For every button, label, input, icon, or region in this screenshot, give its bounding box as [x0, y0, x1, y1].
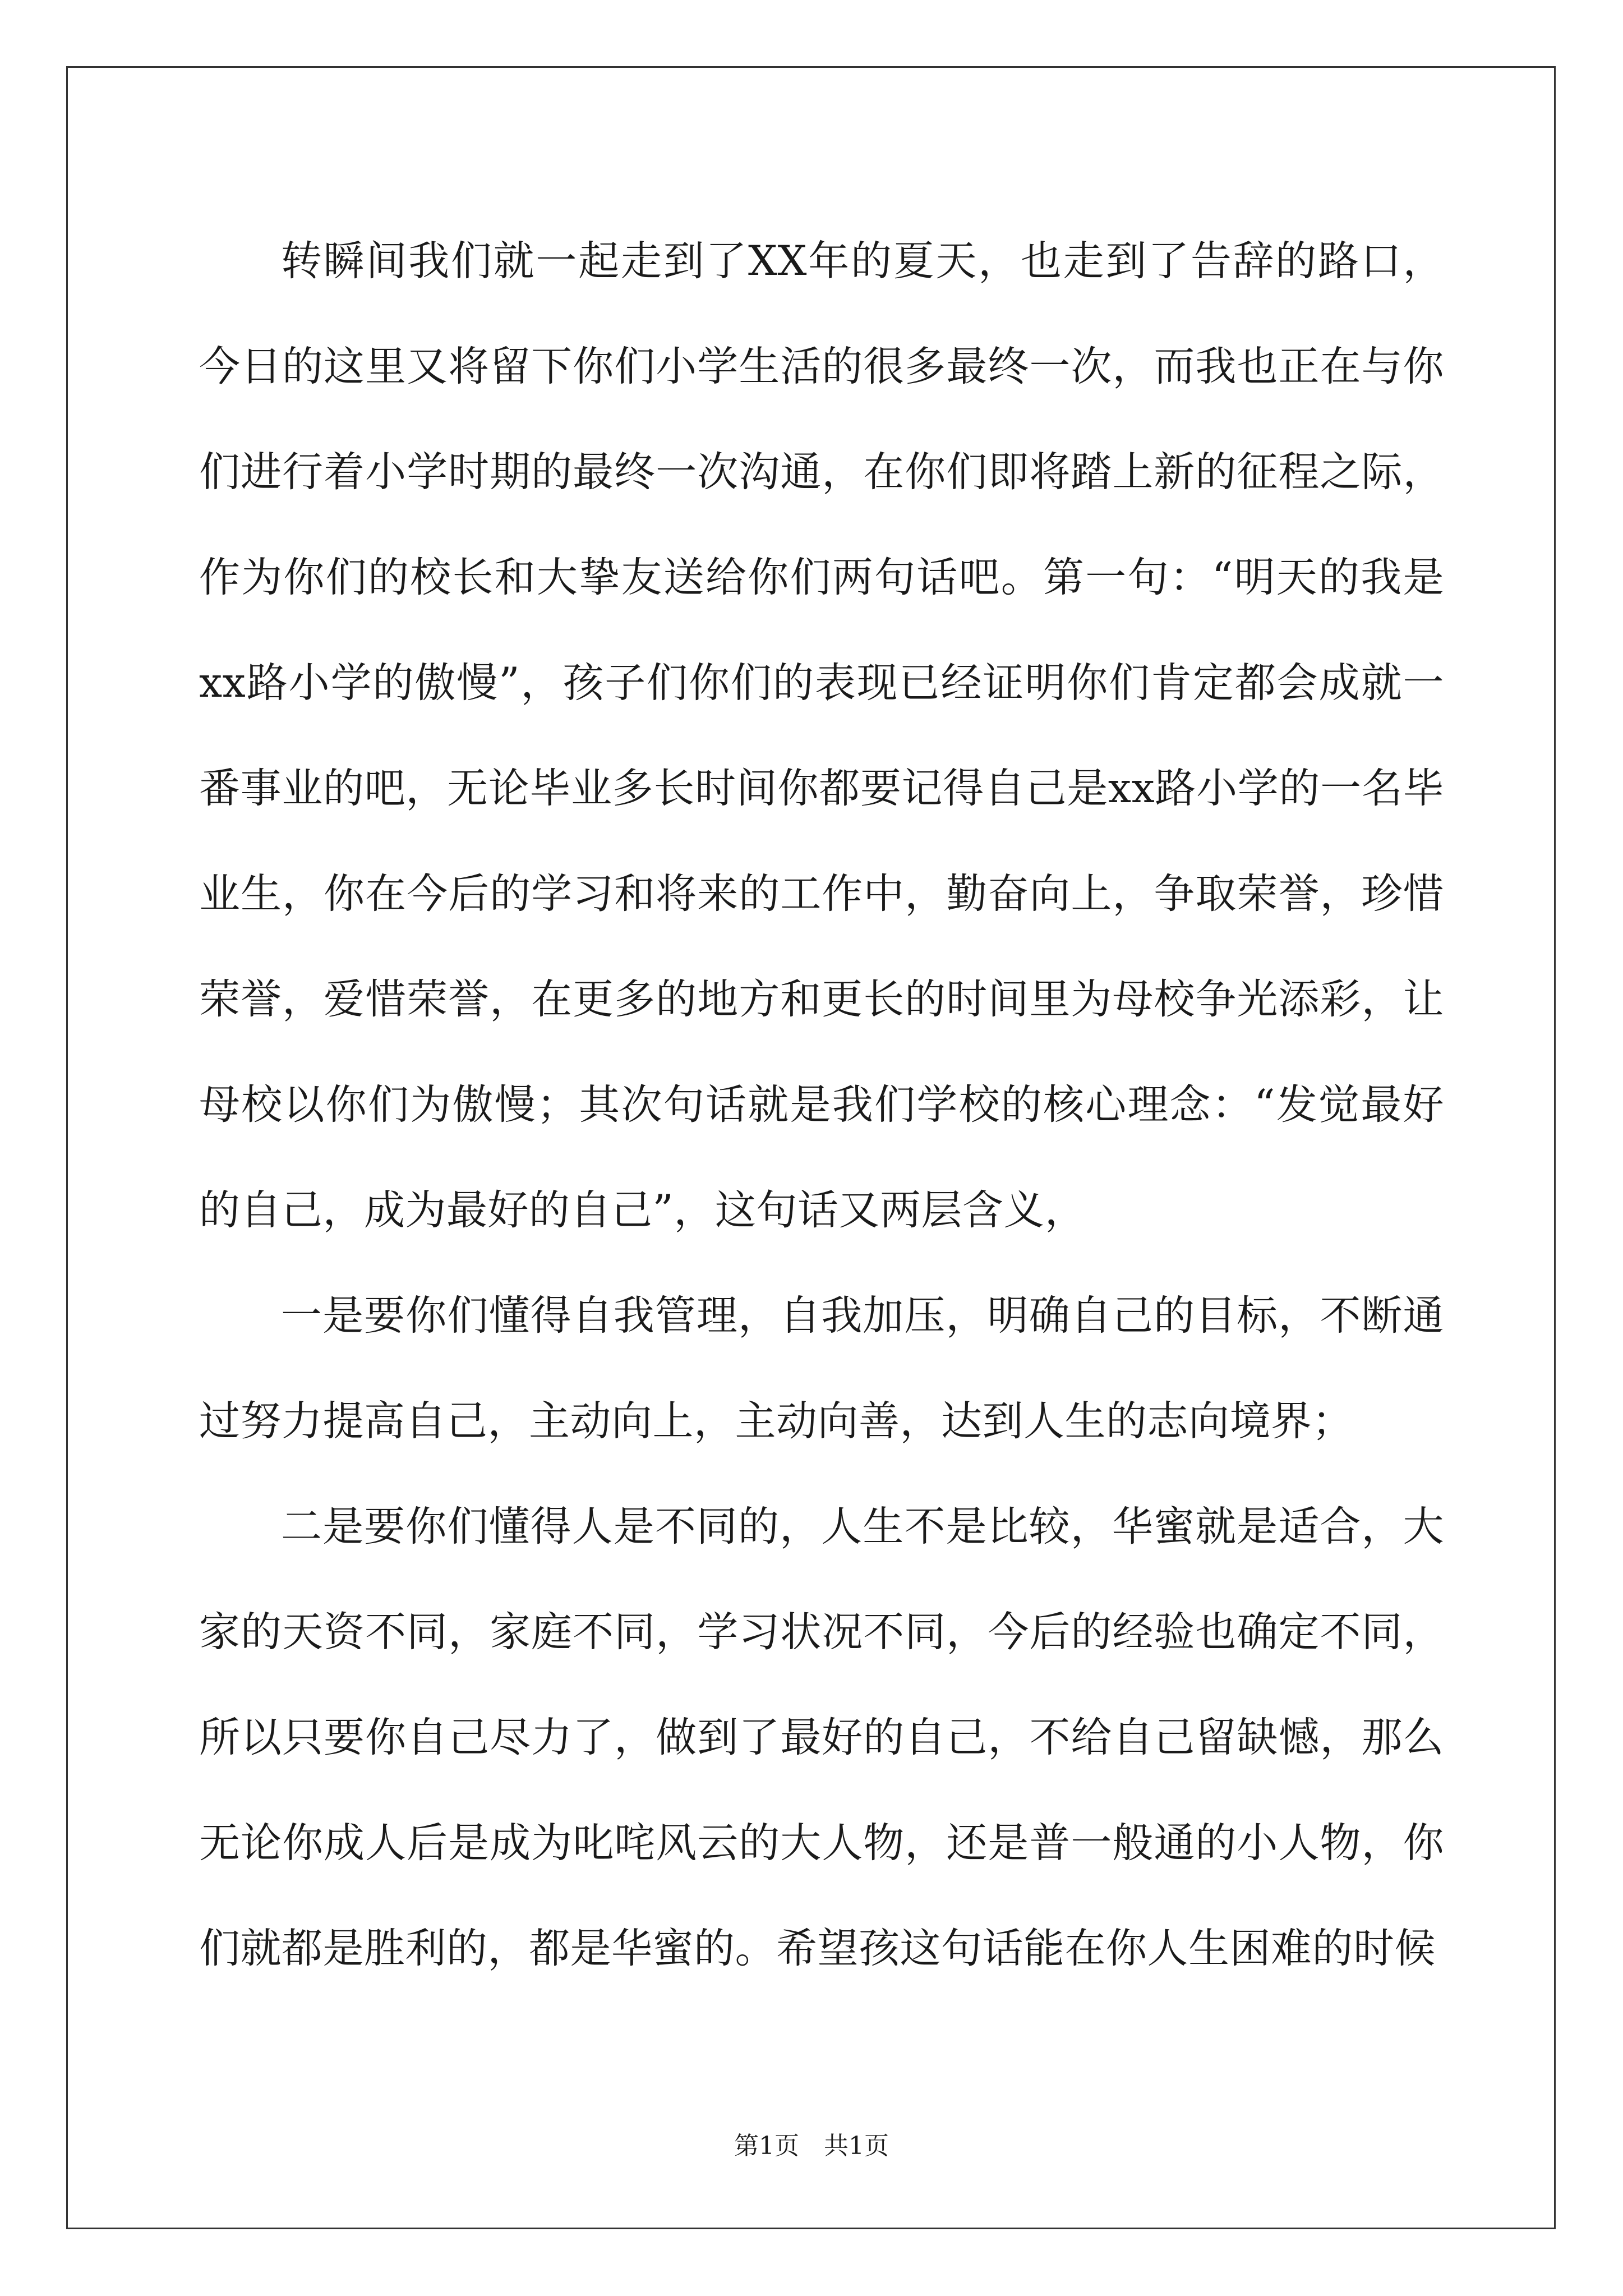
- paragraph-2: 一是要你们懂得自我管理，自我加压，明确自己的目标，不断通过努力提高自己，主动向上，主动向善，达到人生的志向境界；: [199, 1292, 1444, 1445]
- page-number: 第1页: [734, 2132, 799, 2160]
- document-body: [199, 209, 1444, 2001]
- page-footer: [0, 2129, 1623, 2163]
- paragraph-3: 二是要你们懂得人是不同的，人生不是比较，华蜜就是适合，大家的天资不同，家庭不同，学习状况不同，今后的经验也确定不同，所以只要你自己尽力了，做到了最好的自己，不给自己留缺憾，那么无论你成人后是成为叱咤风云的大人物，还是普一般通的小人物，你们就都是胜利的，都是华蜜的。希望孩这句话能在你人生困难的时候: [199, 1503, 1444, 1972]
- total-pages: 共1页: [824, 2132, 889, 2160]
- paragraph-1: 转瞬间我们就一起走到了XX年的夏天，也走到了告辞的路口，今日的这里又将留下你们小学生活的很多最终一次，而我也正在与你们进行着小学时期的最终一次沟通，在你们即将踏上新的征程之际，作为你们的校长和大挚友送给你们两句话吧。第一句：“明天的我是xx路小学的傲慢”，孩子们你们的表现已经证明你们肯定都会成就一番事业的吧，无论毕业多长时间你都要记得自己是xx路小学的一名毕业生，你在今后的学习和将来的工作中，勤奋向上，争取荣誉，珍惜荣誉，爱惜荣誉，在更多的地方和更长的时间里为母校争光添彩，让母校以你们为傲慢；其次句话就是我们学校的核心理念：“发觉最好的自己，成为最好的自己”，这句话又两层含义，: [199, 237, 1444, 1234]
